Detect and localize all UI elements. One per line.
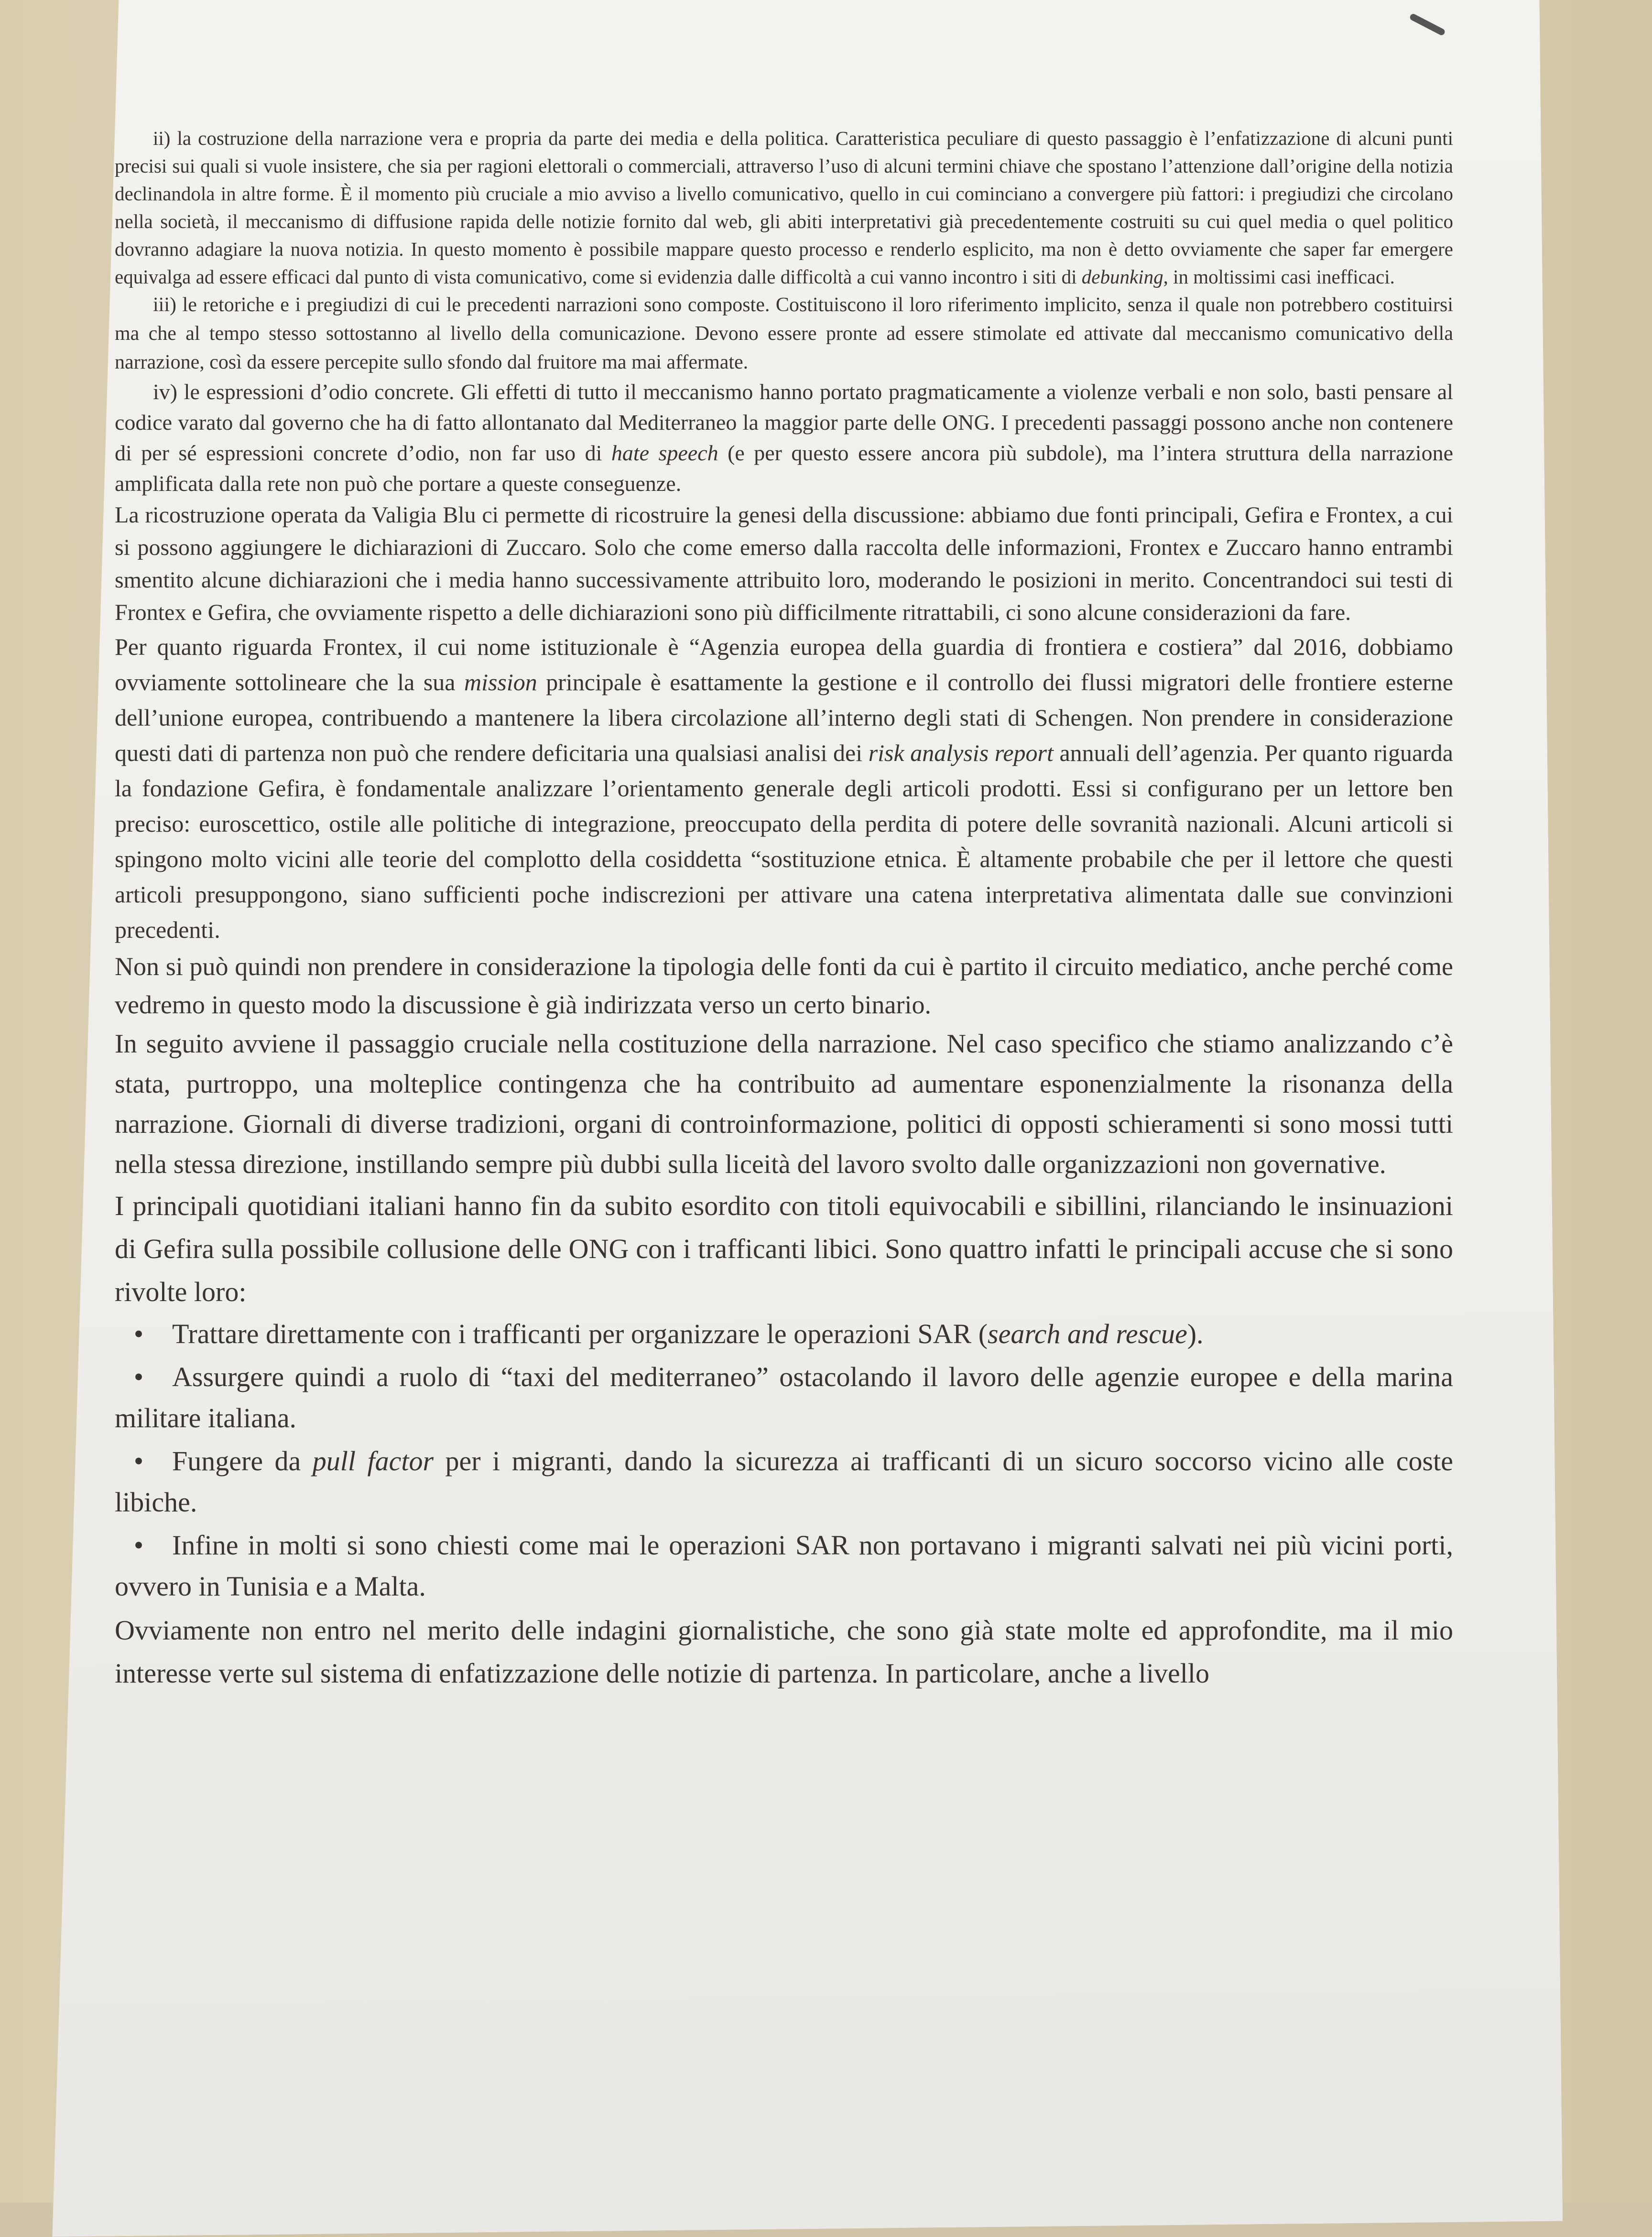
list-item: • Trattare direttamente con i trafficanti per organizzare le operazioni SAR (search and rescue). [115,1314,1453,1355]
list-item: • Assurgere quindi a ruolo di “taxi del mediterraneo” ostacolando il lavoro delle agenzie europee e della marina militare italiana. [115,1357,1453,1439]
paragraph-final: Ovviamente non entro nel merito delle indagini giornalistiche, che sono già state molte ed approfondite, ma il mio interesse verte sul sistema di enfatizzazione delle notizie di partenza. In particolare, anche a livello [115,1615,1453,1689]
paragraph-frontex: Per quanto riguarda Frontex, il cui nome istituzionale è “Agenzia europea della guardia di frontiera e costiera” dal 2016, dobbiamo ovviamente sottolineare che la sua mission principale è esattamente la gestione e il controllo dei flussi migratori delle frontiere esterne dell’unione europea, contribuendo a mantenere la libera circolazione all’interno degli stati di Schengen. Non prendere in considerazione questi dati di partenza non può che rendere deficitaria una qualsiasi analisi dei risk analysis report annuali dell’agenzia. Per quanto riguarda la fondazione Gefira, è fondamentale analizzare l’orientamento generale degli articoli prodotti. Essi si configurano per un lettore ben preciso: euroscettico, ostile alle politiche di integrazione, preoccupato della perdita di potere delle sovranità nazionali. Alcuni articoli si spingono molto vicini alle teorie del complotto della cosiddetta “sostituzione etnica. È altamente probabile che per il lettore che questi articoli presuppongono, siano sufficienti poche indiscrezioni per attivare una catena interpretativa alimentata dalle sue convinzioni precedenti. [115,633,1453,943]
paragraph-quotidiani: I principali quotidiani italiani hanno fin da subito esordito con titoli equivocabili e sibillini, rilanciando le insinuazioni di Gefira sulla possibile collusione delle ONG con i trafficanti libici. Sono quattro infatti le principali accuse che si sono rivolte loro: [115,1190,1453,1307]
paragraph-item-ii: ii) la costruzione della narrazione vera e propria da parte dei media e della politica. Caratteristica peculiare di questo passaggio è l’enfatizzazione di alcuni punti precisi sui quali si vuole insistere, che sia per ragioni elettorali o commerciali, attraverso l’uso di alcuni termini chiave che spostano l’attenzione dall’origine della notizia declinandola in altre forme. È il momento più cruciale a mio avviso a livello comunicativo, quello in cui cominciano a convergere più fattori: i pregiudizi che circolano nella società, il meccanismo di diffusione rapida delle notizie fornito dal web, gli abiti interpretativi già precedentemente costruiti su cui quel media o quel politico dovranno adagiare la nuova notizia. In questo momento è possibile mappare questo processo e renderlo esplicito, ma non è detto ovviamente che saper far emergere equivalga ad essere efficaci dal punto di vista comunicativo, come si evidenzia dalle difficoltà a cui vanno incontro i siti di debunking, in moltissimi casi inefficaci. [115,127,1453,288]
pen-mark [1409,13,1446,36]
document-text [115,124,1453,1695]
paragraph-fonti: Non si può quindi non prendere in considerazione la tipologia delle fonti da cui è partito il circuito mediatico, anche perché come vedremo in questo modo la discussione è già indirizzata verso un certo binario. [115,952,1453,1019]
paragraph-seguito: In seguito avviene il passaggio cruciale nella costituzione della narrazione. Nel caso specifico che stiamo analizzando c’è stata, purtroppo, una molteplice contingenza che ha contribuito ad aumentare esponenzialmente la risonanza della narrazione. Giornali di diverse tradizioni, organi di controinformazione, politici di opposti schieramenti si sono mossi tutti nella stessa direzione, instillando sempre più dubbi sulla liceità del lavoro svolto dalle organizzazioni non governative. [115,1029,1453,1179]
list-item: • Fungere da pull factor per i migranti, dando la sicurezza ai trafficanti di un sicuro soccorso vicino alle coste libiche. [115,1441,1453,1523]
paragraph-item-iii: iii) le retoriche e i pregiudizi di cui le precedenti narrazioni sono composte. Costituiscono il loro riferimento implicito, senza il quale non potrebbero costituirsi ma che al tempo stesso sottostanno al livello della comunicazione. Devono essere pronte ad essere stimolate ed attivate dal meccanismo comunicativo della narrazione, così da essere percepite sullo sfondo dal fruitore ma mai affermate. [115,294,1453,373]
paragraph-item-iv: iv) le espressioni d’odio concrete. Gli effetti di tutto il meccanismo hanno portato pragmaticamente a violenze verbali e non solo, basti pensare al codice varato dal governo che ha di fatto allontanato dal Mediterraneo la maggior parte delle ONG. I precedenti passaggi possono anche non contenere di per sé espressioni concrete d’odio, non far uso di hate speech (e per questo essere ancora più subdole), ma l’intera struttura della narrazione amplificata dalla rete non può che portare a queste conseguenze. [115,380,1453,496]
list-item: • Infine in molti si sono chiesti come mai le operazioni SAR non portavano i migranti salvati nei più vicini porti, ovvero in Tunisia e a Malta. [115,1525,1453,1607]
paragraph-ricostruzione: La ricostruzione operata da Valigia Blu ci permette di ricostruire la genesi della discussione: abbiamo due fonti principali, Gefira e Frontex, a cui si possono aggiungere le dichiarazioni di Zuccaro. Solo che come emerso dalla raccolta delle informazioni, Frontex e Zuccaro hanno entrambi smentito alcune dichiarazioni che i media hanno successivamente attribuito loro, moderando le posizioni in merito. Concentrandoci sui testi di Frontex e Gefira, che ovviamente rispetto a delle dichiarazioni sono più difficilmente ritrattabili, ci sono alcune considerazioni da fare. [115,502,1453,625]
accusations-list [115,1314,1453,1607]
